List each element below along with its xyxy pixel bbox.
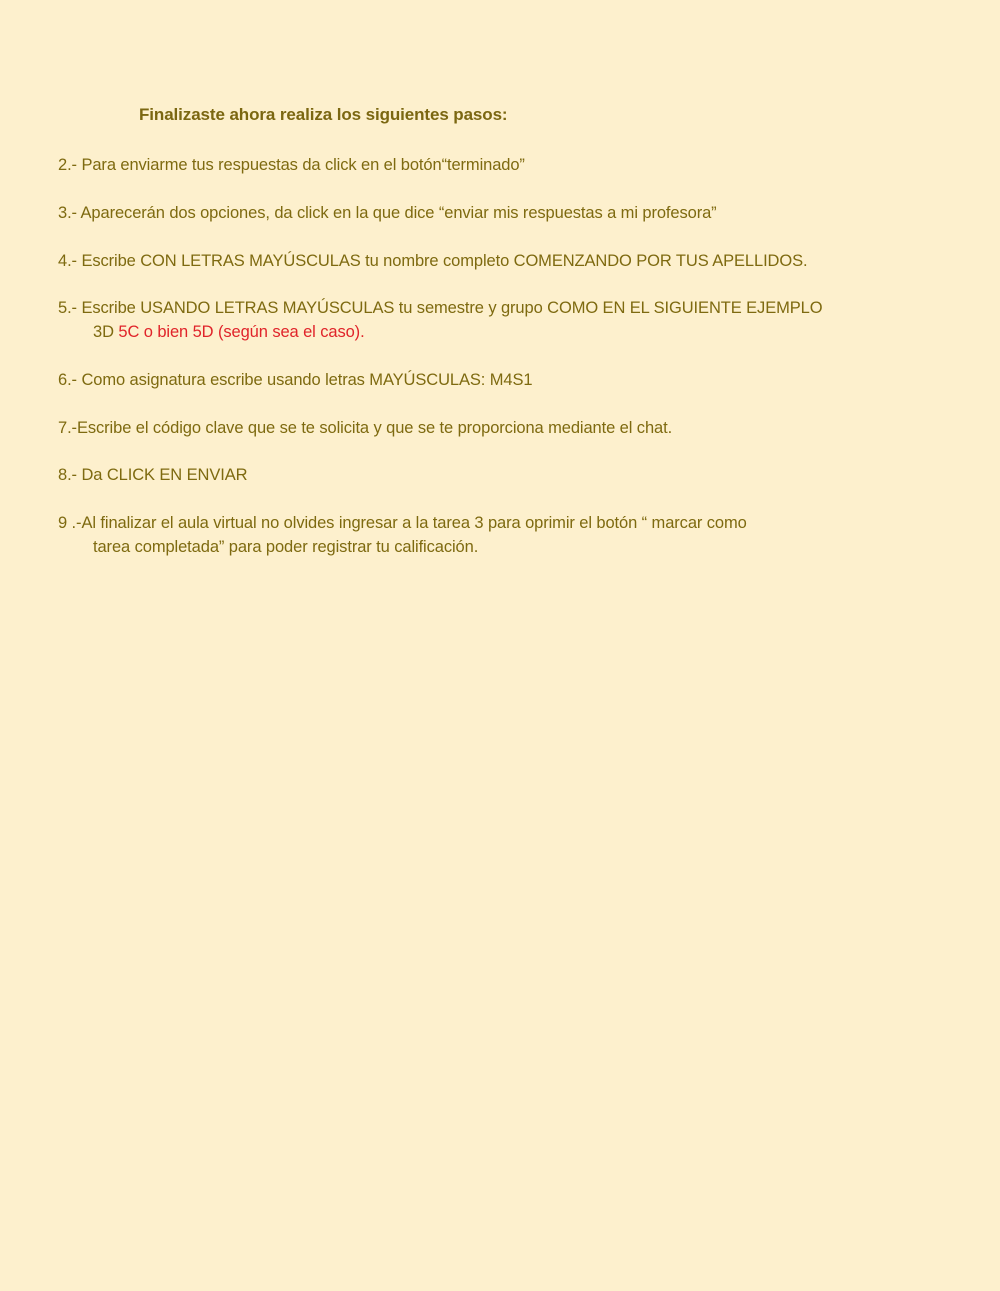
- step-4: 4.- Escribe CON LETRAS MAYÚSCULAS tu nombre completo COMENZANDO POR TUS APELLIDOS.: [58, 252, 808, 270]
- step-5-example-prefix: 3D: [93, 323, 119, 341]
- step-9-line-2: tarea completada” para poder registrar tu calificación.: [93, 538, 479, 556]
- step-5-example-highlight: 5C o bien 5D (según sea el caso).: [118, 323, 365, 341]
- step-2: 2.- Para enviarme tus respuestas da click en el botón“terminado”: [58, 156, 525, 174]
- step-9-line-1: 9 .-Al finalizar el aula virtual no olvides ingresar a la tarea 3 para oprimir el botón “ marcar como: [58, 514, 747, 532]
- page-title: Finalizaste ahora realiza los siguientes pasos:: [139, 105, 508, 124]
- step-5-line-1: 5.- Escribe USANDO LETRAS MAYÚSCULAS tu semestre y grupo COMO EN EL SIGUIENTE EJEMPLO: [58, 299, 823, 317]
- step-7: 7.-Escribe el código clave que se te solicita y que se te proporciona mediante el chat.: [58, 419, 673, 437]
- step-5: [58, 296, 822, 344]
- step-9: [58, 511, 747, 559]
- step-3: 3.- Aparecerán dos opciones, da click en la que dice “enviar mis respuestas a mi profesora”: [58, 204, 717, 222]
- step-8: 8.- Da CLICK EN ENVIAR: [58, 466, 248, 484]
- step-6: 6.- Como asignatura escribe usando letras MAYÚSCULAS: M4S1: [58, 371, 533, 389]
- step-5-line-2: [58, 320, 822, 344]
